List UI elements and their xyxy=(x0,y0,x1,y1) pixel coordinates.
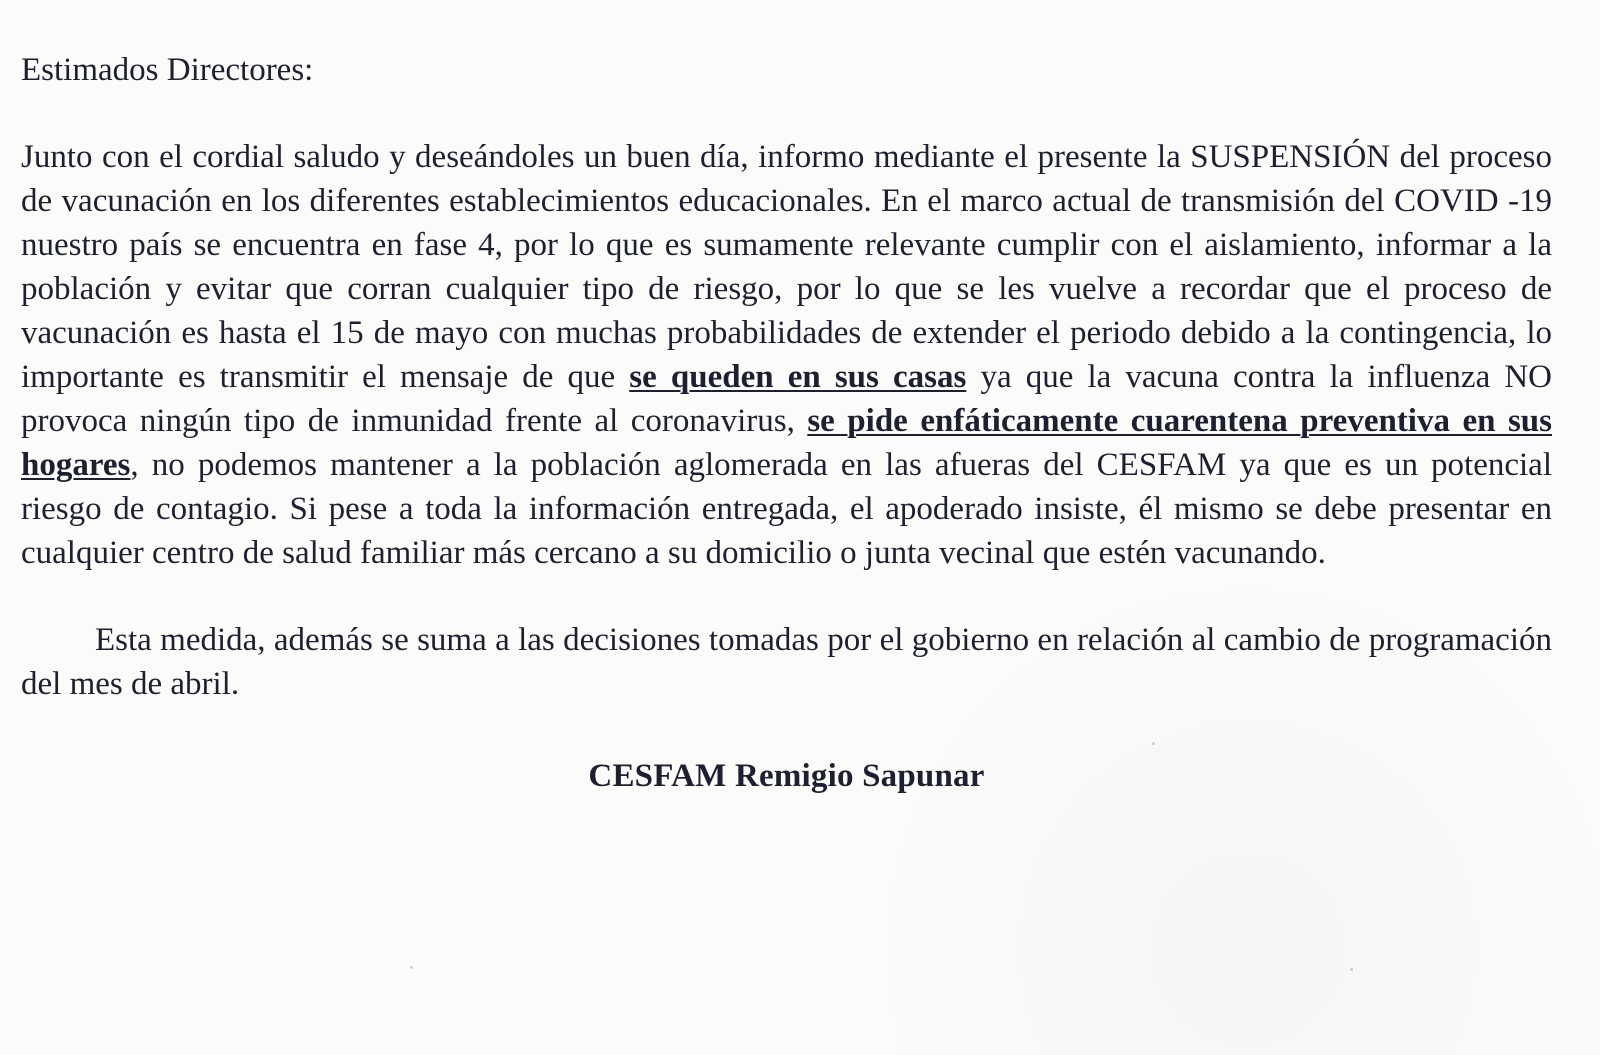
scan-speck xyxy=(1152,742,1155,745)
emphasis-stay-home: se queden en sus casas xyxy=(629,359,967,395)
main-paragraph xyxy=(21,135,1552,575)
main-paragraph-text-3: , no podemos mantener a la población aglomerada en las afueras del CESFAM ya que es un potencial riesgo de contagio. Si pese a toda la información entregada, el apoderado insiste, él mismo se debe presentar en cualquier centro de salud familiar más cercano a su domicilio o junta vecinal que estén vacunando. xyxy=(21,447,1552,571)
secondary-paragraph: Esta medida, además se suma a las decisiones tomadas por el gobierno en relación al cambio de programación del mes de abril. xyxy=(21,622,1552,702)
main-paragraph-text-2: ya que la vacuna contra la influenza NO provoca ningún tipo de inmunidad frente al coronavirus, xyxy=(21,359,1552,439)
scan-speck xyxy=(410,966,413,969)
signature: CESFAM Remigio Sapunar xyxy=(588,758,985,794)
emphasis-quarantine: se pide enfáticamente cuarentena preventiva en sus hogares xyxy=(21,403,1552,483)
scan-speck xyxy=(1350,968,1353,971)
main-paragraph-text-1: Junto con el cordial saludo y deseándoles un buen día, informo mediante el presente la SUSPENSIÓN del proceso de vacunación en los diferentes establecimientos educacionales. En el marco actual de transmisión del COVID -19 nuestro país se encuentra en fase 4, por lo que es sumamente relevante cumplir con el aislamiento, informar a la población y evitar que corran cualquier tipo de riesgo, por lo que se les vuelve a recordar que el proceso de vacunación es hasta el 15 de mayo con muchas probabilidades de extender el periodo debido a la contingencia, lo importante es transmitir el mensaje de que xyxy=(21,139,1552,395)
salutation: Estimados Directores: xyxy=(21,52,314,88)
